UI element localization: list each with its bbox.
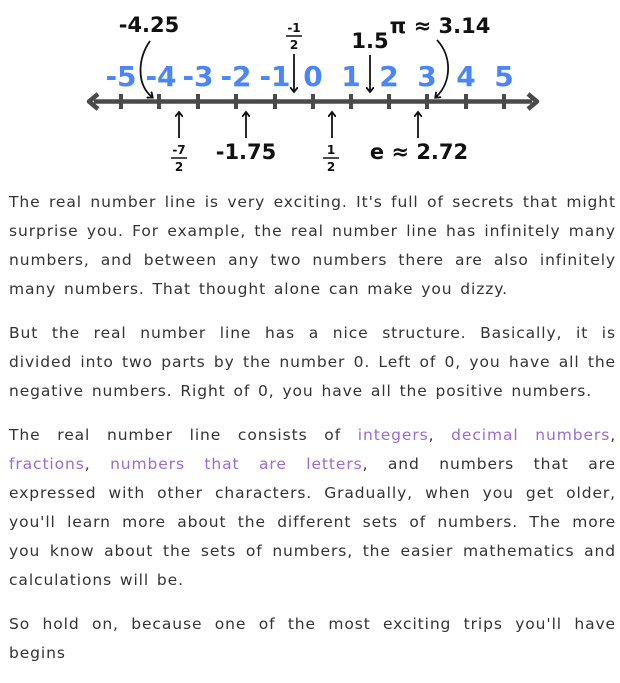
text: The real number line consists of (9, 426, 358, 444)
tick-label: -5 (105, 60, 137, 93)
annotation-half (323, 113, 339, 174)
text: , (84, 455, 111, 473)
tick-label: -3 (182, 60, 214, 93)
text: , (428, 426, 452, 444)
curved-arrow-icon (436, 40, 448, 97)
paragraph-trip: So hold on, because one of the most exciting trips you'll have begins (9, 615, 616, 662)
annotation-neg-7-2 (171, 113, 187, 174)
tick-label: -2 (220, 60, 252, 93)
article-body (9, 188, 616, 683)
tick-label: 5 (494, 60, 514, 93)
link-integers[interactable]: integers (357, 426, 429, 444)
tick-label: -4 (145, 60, 177, 93)
svg-text:π ≈ 3.14: π ≈ 3.14 (389, 14, 491, 38)
paragraph-structure: But the real number line has a nice structure. Basically, it is divided into two parts by the number 0. Left of 0, you have all the negative numbers. Right of 0, you have all the positive numbers. (9, 324, 616, 400)
svg-text:1.5: 1.5 (351, 29, 389, 53)
number-line-diagram (0, 0, 620, 185)
annotation-neg-1-75 (216, 113, 277, 164)
svg-text:2: 2 (289, 38, 299, 52)
svg-text:-1.75: -1.75 (215, 140, 277, 164)
tick-label: 1 (341, 60, 361, 93)
svg-text:2: 2 (174, 160, 184, 174)
link-numbers-that-are-letters[interactable]: numbers that are letters (110, 455, 363, 473)
svg-text:-1: -1 (287, 21, 301, 35)
text: , (610, 426, 617, 444)
link-decimal-numbers[interactable]: decimal numbers (451, 426, 611, 444)
annotation-e (370, 113, 468, 164)
link-fractions[interactable]: fractions (9, 455, 85, 473)
tick-label: 2 (379, 60, 399, 93)
tick-label: 0 (303, 60, 323, 93)
tick-labels (105, 60, 513, 93)
text: , and numbers that are expressed with other characters. Gradually, when you get older, you'll learn more about the different sets of numbers. The more you know about the sets of numbers, the easier mathematics and calculations will be. (9, 455, 616, 589)
paragraph-intro: The real number line is very exciting. It's full of secrets that might surprise you. For example, the real number line has infinitely many numbers, and between any two numbers there are also infinitely many numbers. That thought alone can make you dizzy. (9, 193, 616, 298)
svg-text:-7: -7 (172, 143, 186, 157)
tick-label: 3 (417, 60, 437, 93)
paragraph-sets (9, 421, 616, 595)
svg-text:2: 2 (326, 160, 336, 174)
tick-label: -1 (259, 60, 291, 93)
svg-text:e ≈ 2.72: e ≈ 2.72 (369, 140, 469, 164)
number-line-figure (0, 0, 620, 185)
svg-text:1: 1 (326, 143, 336, 157)
tick-label: 4 (456, 60, 476, 93)
svg-text:-4.25: -4.25 (118, 13, 180, 37)
